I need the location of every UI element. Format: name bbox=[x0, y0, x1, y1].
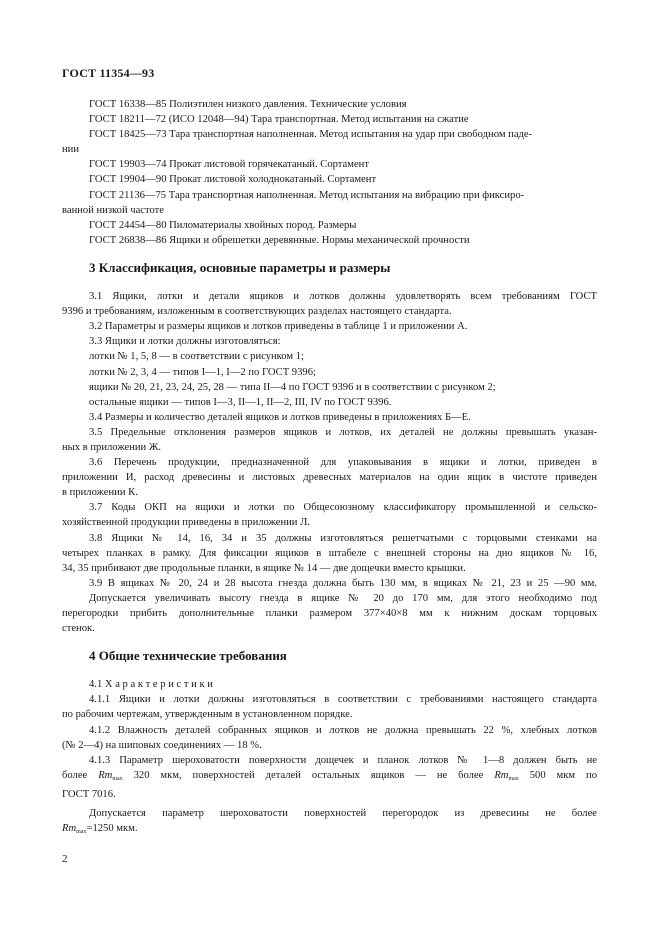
symbol-rm: Rm bbox=[494, 769, 509, 781]
paragraph-line: 3.3 Ящики и лотки должны изготовляться: bbox=[89, 336, 281, 348]
paragraph-line: ящики № 20, 21, 23, 24, 25, 28 — типа II—4 по ГОСТ 9396 и в соответствии с рисунком 2; bbox=[89, 381, 496, 393]
symbol-subscript: max bbox=[76, 829, 87, 836]
document-header: ГОСТ 11354—93 bbox=[62, 66, 155, 80]
paragraph-line: перегородки прибить дополнительные планки размером 377×40×8 мм к нижним доскам торцовых bbox=[62, 608, 597, 619]
paragraph-line: 4.1.3 Параметр шероховатости поверхности дощечек и планок лотков № 1—8 должен быть не bbox=[89, 754, 597, 766]
paragraph-line: Допускается увеличивать высоту гнезда в ящике № 20 до 170 мм, для этого необходимо под bbox=[89, 592, 597, 604]
paragraph-line: хозяйственной продукции приведены в приложении Л. bbox=[62, 517, 310, 529]
subsection-heading: 4.1 Х а р а к т е р и с т и к и bbox=[89, 679, 213, 691]
ref-line: ГОСТ 18425—73 Тара транспортная наполненная. Метод испытания на удар при свободном паде- bbox=[89, 129, 533, 141]
paragraph-line: (№ 2—4) на шиповых соединениях — 18 %. bbox=[62, 739, 262, 751]
ref-line: нии bbox=[62, 144, 80, 156]
section-4-heading: 4 Общие технические требования bbox=[89, 648, 287, 664]
text-fragment: 500 мкм по bbox=[529, 769, 597, 781]
symbol-subscript: max bbox=[508, 775, 519, 782]
text-fragment: более bbox=[62, 769, 88, 781]
roughness-line bbox=[62, 768, 597, 787]
ref-line: ГОСТ 18211—72 (ИСО 12048—94) Тара транспортная. Метод испытания на сжатие bbox=[89, 114, 469, 126]
paragraph-line: 3.8 Ящики № 14, 16, 34 и 35 должны изготовляться решетчатыми с торцовыми стенками на bbox=[89, 532, 597, 544]
paragraph-line: 9396 и требованиям, изложенным в соответствующих разделах настоящего стандарта. bbox=[62, 306, 452, 318]
paragraph-line: 3.1 Ящики, лотки и детали ящиков и лотков должны удовлетворять всем требованиям ГОСТ bbox=[89, 291, 597, 303]
symbol-subscript: max bbox=[112, 775, 123, 782]
ref-line: ГОСТ 19904—90 Прокат листовой холоднокатаный. Сортамент bbox=[89, 174, 377, 186]
paragraph-line: 3.2 Параметры и размеры ящиков и лотков приведены в таблице 1 и приложении А. bbox=[89, 321, 468, 333]
section-3-heading: 3 Классификация, основные параметры и размеры bbox=[89, 259, 391, 275]
symbol-rm: Rm bbox=[98, 769, 113, 781]
paragraph-line: 3.9 В ящиках № 20, 24 и 28 высота гнезда должна быть 130 мм, в ящиках № 21, 23 и 25 —90 мм. bbox=[89, 577, 597, 589]
ref-line: ГОСТ 24454—80 Пиломатериалы хвойных пород. Размеры bbox=[89, 219, 357, 231]
paragraph-line: 4.1.1 Ящики и лотки должны изготовляться в соответствии с требованиями настоящего стандарта bbox=[89, 694, 597, 706]
paragraph-line: 34, 35 прибивают две продольные планки, в ящике № 14 — две дощечки вместо крышки. bbox=[62, 562, 466, 574]
paragraph-line: 3.5 Предельные отклонения размеров ящиков и лотков, их деталей не должны превышать указан- bbox=[89, 426, 597, 438]
document-body bbox=[62, 97, 597, 840]
paragraph-line: 3.6 Перечень продукции, предназначенной для упаковывания в ящики и лотки, приведен в bbox=[89, 457, 597, 469]
page-number: 2 bbox=[62, 853, 68, 865]
roughness-line bbox=[62, 821, 597, 840]
paragraph-line: 3.7 Коды ОКП на ящики и лотки по Общесоюзному классификатору промышленной и сельско- bbox=[89, 502, 597, 514]
ref-line: ГОСТ 19903—74 Прокат листовой горячекатаный. Сортамент bbox=[89, 159, 369, 171]
paragraph-line: стенок. bbox=[62, 623, 95, 635]
ref-line: ГОСТ 16338—85 Полиэтилен низкого давления. Технические условия bbox=[89, 99, 407, 110]
paragraph-line: Допускается параметр шероховатости поверхностей перегородок из древесины не более bbox=[89, 808, 597, 820]
paragraph-line: в приложении К. bbox=[62, 487, 138, 499]
paragraph-line: по рабочим чертежам, утвержденным в установленном порядке. bbox=[62, 709, 353, 721]
text-fragment: =1250 мкм. bbox=[86, 823, 138, 835]
paragraph-line: 4.1.2 Влажность деталей собранных ящиков и лотков не должна превышать 22 %, хлебных лотков bbox=[89, 724, 597, 736]
paragraph-line: ных в приложении Ж. bbox=[62, 441, 162, 453]
paragraph-line: ГОСТ 7016. bbox=[62, 788, 116, 800]
ref-line: ГОСТ 26838—86 Ящики и обрешетки деревянные. Нормы механической прочности bbox=[89, 234, 470, 246]
text-fragment: 320 мкм, поверхностей деталей остальных ящиков — не более bbox=[133, 769, 484, 781]
symbol-rm: Rm bbox=[62, 823, 77, 835]
paragraph-line: приложении И, расход древесины и листовых древесных материалов на один ящик в чистоте приведен bbox=[62, 472, 597, 484]
ref-line: ГОСТ 21136—75 Тара транспортная наполненная. Метод испытания на вибрацию при фиксиро- bbox=[89, 189, 525, 201]
ref-line: ванной низкой частоте bbox=[62, 204, 164, 216]
paragraph-line: остальные ящики — типов I—3, II—1, II—2, III, IV по ГОСТ 9396. bbox=[89, 396, 392, 408]
paragraph-line: 3.4 Размеры и количество деталей ящиков и лотков приведены в приложениях Б—Е. bbox=[89, 411, 471, 423]
paragraph-line: лотки № 2, 3, 4 — типов I—1, I—2 по ГОСТ 9396; bbox=[89, 366, 316, 378]
paragraph-line: лотки № 1, 5, 8 — в соответствии с рисунком 1; bbox=[89, 351, 304, 363]
paragraph-line: четырех планках в рамку. Для фиксации ящиков в штабеле с внешней стороны на дно ящиков № 16, bbox=[62, 547, 597, 559]
